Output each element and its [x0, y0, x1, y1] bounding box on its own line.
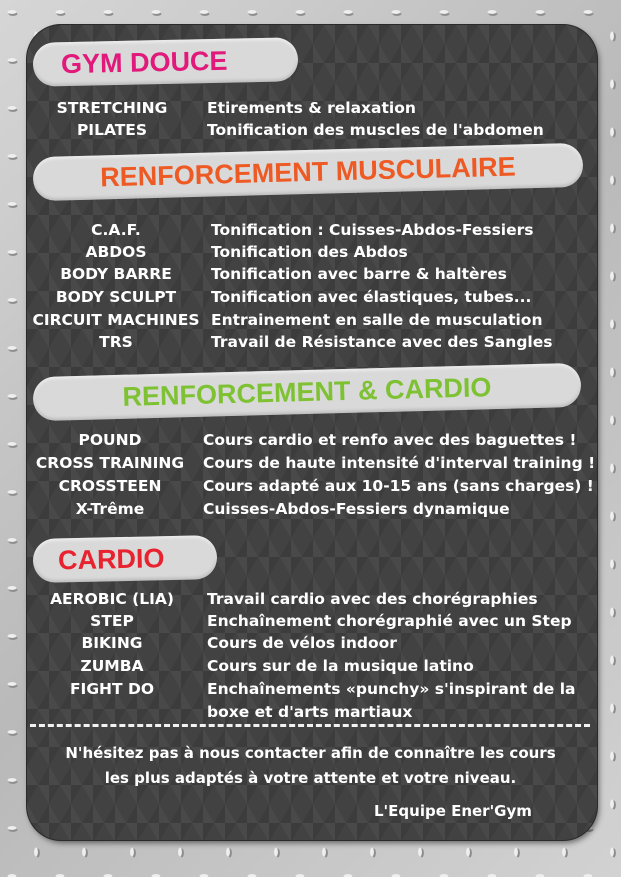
- course-name: TRS: [99, 333, 133, 351]
- course-name: POUND: [78, 431, 142, 449]
- course-name: ABDOS: [85, 243, 147, 261]
- course-name: BODY SCULPT: [55, 288, 177, 306]
- section-title: GYM DOUCE: [60, 45, 228, 79]
- list-item: [0, 475, 621, 497]
- course-description: Entrainement en salle de musculation: [211, 311, 543, 329]
- course-description: Travail de Résistance avec des Sangles: [211, 333, 553, 351]
- course-name: FIGHT DO: [69, 680, 155, 698]
- list-item: [0, 309, 621, 331]
- course-description: Enchaînements «punchy» s'inspirant de la: [207, 680, 576, 698]
- list-item: [0, 498, 621, 520]
- course-description: Cours de haute intensité d'interval training !: [203, 454, 596, 472]
- course-name: ZUMBA: [80, 657, 144, 675]
- list-item: [0, 655, 621, 677]
- dashed-divider: [30, 724, 590, 727]
- list-item: [0, 331, 621, 353]
- course-description: Tonification : Cuisses-Abdos-Fessiers: [211, 221, 534, 239]
- course-description: Cours sur de la musique latino: [207, 657, 474, 675]
- list-item: [0, 97, 621, 119]
- course-name: CIRCUIT MACHINES: [32, 311, 200, 329]
- list-item: [0, 219, 621, 241]
- course-description: Tonification des muscles de l'abdomen: [207, 121, 544, 139]
- section-title: RENFORCEMENT & CARDIO: [122, 371, 492, 412]
- course-description: Cours cardio et renfo avec des baguettes !: [203, 431, 577, 449]
- course-description: Cuisses-Abdos-Fessiers dynamique: [203, 500, 510, 518]
- section-title: RENFORCEMENT MUSCULAIRE: [99, 151, 517, 192]
- list-item: [0, 678, 621, 700]
- signature: L'Equipe Ener'Gym: [374, 802, 532, 820]
- course-description: Cours de vélos indoor: [207, 634, 397, 652]
- list-item: [0, 241, 621, 263]
- course-description: Tonification avec barre & haltères: [211, 265, 507, 283]
- course-description: Tonification avec élastiques, tubes...: [211, 288, 532, 306]
- section-header-cardio: [33, 535, 218, 583]
- course-description: boxe et d'arts martiaux: [207, 703, 413, 721]
- course-description: Etirements & relaxation: [207, 99, 416, 117]
- course-name: BODY BARRE: [60, 265, 172, 283]
- course-name: PILATES: [76, 121, 148, 139]
- section-title: CARDIO: [57, 542, 165, 575]
- list-item: [0, 610, 621, 632]
- list-item: [0, 263, 621, 285]
- course-name: STRETCHING: [56, 99, 168, 117]
- course-description: Tonification des Abdos: [211, 243, 408, 261]
- contact-line-2: les plus adaptés à votre attente et votre niveau.: [104, 769, 517, 787]
- course-name: CROSS TRAINING: [35, 454, 185, 472]
- section-header-gym-douce: [33, 37, 299, 87]
- list-item: [0, 701, 621, 723]
- course-description: Enchaînement chorégraphié avec un Step: [207, 612, 572, 630]
- course-name: CROSSTEEN: [58, 477, 162, 495]
- course-name: C.A.F.: [91, 221, 141, 239]
- course-description: Travail cardio avec des chorégraphies: [207, 590, 538, 608]
- course-description: Cours adapté aux 10-15 ans (sans charges) !: [203, 477, 594, 495]
- course-name: AEROBIC (LIA): [50, 590, 174, 608]
- list-item: [0, 588, 621, 610]
- list-item: [0, 452, 621, 474]
- course-name: STEP: [90, 612, 134, 630]
- list-item: [0, 119, 621, 141]
- course-name: BIKING: [81, 634, 143, 652]
- list-item: [0, 286, 621, 308]
- contact-line-1: N'hésitez pas à nous contacter afin de connaître les cours: [65, 744, 556, 762]
- course-name: X-Trême: [75, 500, 145, 518]
- contact-message: [0, 741, 621, 791]
- list-item: [0, 429, 621, 451]
- list-item: [0, 632, 621, 654]
